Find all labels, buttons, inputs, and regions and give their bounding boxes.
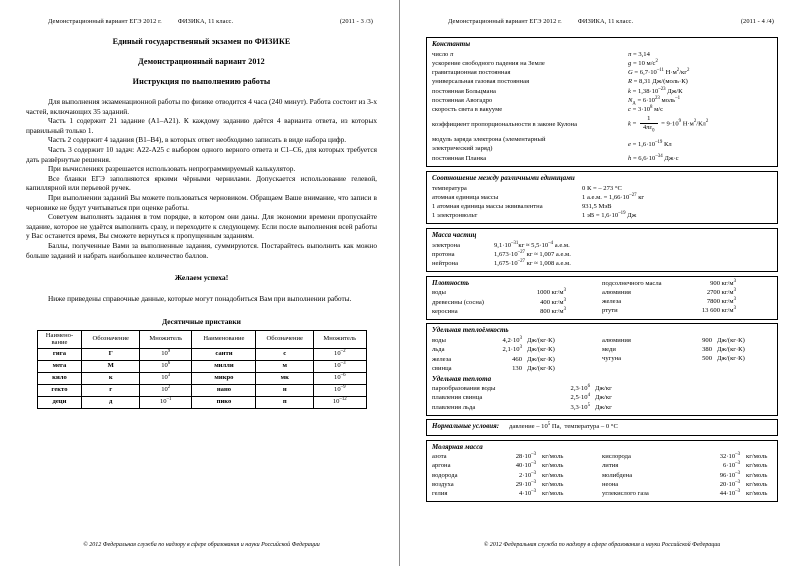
table-row: [37, 396, 366, 408]
molar-mass-columns: [432, 452, 772, 498]
prefix-multiplier: $10^{-6}$: [314, 372, 366, 384]
prefix-name: милли: [192, 360, 256, 372]
prefix-multiplier: $10^{-12}$: [314, 396, 366, 408]
fraction-denominator: $4\pi\varepsilon_0$: [642, 124, 655, 134]
particle-mass-box: [426, 228, 778, 272]
heat-value: $2,3\cdot 10^6$: [570, 384, 590, 393]
section-title-latent-heat: Удельная теплота: [432, 374, 492, 383]
variant-title: Демонстрационный вариант 2012: [138, 57, 265, 66]
molar-unit: кг/моль: [542, 471, 564, 479]
prefix-symbol: д: [82, 396, 140, 408]
heat-box: [426, 323, 778, 415]
specific-heat-row: [602, 336, 772, 345]
molar-unit: кг/моль: [746, 490, 768, 498]
density-label: ртути: [602, 307, 618, 315]
material-label: меди: [602, 345, 616, 353]
unit-label: атомная единица массы: [432, 193, 499, 201]
material-label: чугуна: [602, 355, 622, 363]
fraction: [640, 115, 658, 133]
column-header: Множитель: [314, 330, 366, 348]
header-subject: ФИЗИКА, 11 класс.: [177, 18, 234, 25]
particle-value: $1,673\cdot 10^{-27}$ кг ≈ 1,007 а.е.м.: [494, 249, 571, 258]
molar-row: [432, 480, 602, 489]
molar-unit: кг/моль: [542, 462, 564, 470]
section-title-molar-mass: Молярная масса: [432, 442, 483, 451]
substance-label: азота: [432, 453, 447, 461]
material-label: алюминия: [602, 336, 631, 344]
molar-row: [602, 471, 772, 480]
unit-label: 1 атомная единица массы эквивалентна: [432, 202, 543, 210]
constant-label: ускорение свободного падения на Земле: [432, 59, 545, 67]
exponent: –9: [340, 385, 346, 391]
instruction-paragraph: Часть 1 содержит 21 задание (А1–А21). К каждому заданию даётся 4 варианта ответа, из которых правильный только 1.: [26, 116, 377, 135]
constant-value: π = 3,14: [628, 50, 650, 58]
prefix-symbol: мк: [256, 372, 314, 384]
process-label: плавления свинца: [432, 394, 483, 402]
density-label: древесины (сосна): [432, 298, 484, 306]
heat-value: 900: [702, 336, 712, 344]
heat-unit: Дж/(кг·К): [717, 355, 745, 363]
constant-row: [432, 114, 772, 134]
fraction-numerator: 1: [640, 115, 658, 124]
substance-label: кислорода: [602, 453, 631, 461]
unit-row: [432, 184, 772, 193]
header-page-number: (2011 - 4 /4): [740, 18, 774, 25]
specific-heat-row: [602, 354, 772, 363]
prefix-name: гига: [37, 348, 82, 360]
section-title-density: Плотность: [432, 278, 470, 287]
header-subject: ФИЗИКА, 11 класс.: [577, 18, 634, 25]
unit-row: [432, 211, 772, 220]
latent-heat-row: [432, 384, 772, 393]
prefix-symbol: н: [256, 384, 314, 396]
heat-value: 380: [702, 345, 712, 353]
instruction-paragraph: Для выполнения экзаменационной работы по физике отводится 4 часа (240 минут). Работа состоит из 3-х частей, включающих 35 заданий.: [26, 97, 377, 116]
constant-row: [432, 77, 772, 86]
prefix-multiplier: $10^{-3}$: [314, 360, 366, 372]
molar-value: $32\cdot 10^{-3}$: [719, 452, 740, 461]
material-label: воды: [432, 337, 446, 345]
constant-label: модуль заряда электрона (элементарный электрический заряд): [432, 135, 546, 153]
density-row: [432, 307, 602, 316]
decimal-prefix-table: [37, 330, 367, 409]
table-row: [37, 360, 366, 372]
substance-label: гелия: [432, 490, 448, 498]
unit-relations-box: [426, 171, 778, 225]
prefix-name: нано: [192, 384, 256, 396]
exponent: 9: [167, 349, 171, 355]
unit-label: 1 электронвольт: [432, 212, 478, 220]
heat-value: $2,1\cdot 10^3$: [502, 345, 522, 354]
heat-value: 500: [702, 355, 712, 363]
instruction-paragraph: При вычислениях разрешается использовать непрограммируемый калькулятор.: [48, 164, 296, 174]
density-label: керосина: [432, 307, 458, 315]
constant-value: k = $\frac{1}{4\pi\varepsilon_0}$ = $9\cdot 10^9$ $Н\cdot м^2/Кл^2$: [628, 115, 709, 134]
unit-row: [432, 202, 772, 211]
constant-row: [432, 68, 772, 77]
exponent: –3: [340, 361, 346, 367]
particle-label: нейтрона: [432, 259, 458, 267]
prefix-table-caption: Десятичные приставки: [162, 316, 241, 326]
particle-label: электрона: [432, 241, 461, 249]
heat-value: $4,2\cdot 10^3$: [502, 335, 522, 345]
constant-row: [432, 96, 772, 105]
particle-row: [432, 250, 772, 259]
constant-value: $k = 1,38\cdot 10^{-23}$ Дж/К: [628, 86, 683, 95]
density-label: железа: [602, 298, 622, 306]
density-row: [602, 306, 772, 315]
molar-row: [602, 452, 772, 461]
unit-value: 1 эВ = $1,6\cdot 10^{-19}$ Дж: [582, 210, 637, 220]
prefix-symbol: к: [82, 372, 140, 384]
molar-row: [602, 489, 772, 498]
heat-unit: Дж/кг: [595, 403, 612, 411]
section-title-unit-relations: Соотношение между различными единицами: [432, 173, 575, 182]
page-right: [400, 0, 800, 566]
heat-unit: Дж/(кг·К): [527, 364, 555, 372]
constant-row: [432, 87, 772, 96]
page-footer-right: © 2012 Федеральная служба по надзору в сфере образования и науки Российской Федерации: [483, 542, 721, 548]
heat-value: $3,3\cdot 10^5$: [570, 402, 590, 411]
density-label: алюминия: [602, 288, 631, 296]
constant-row: [432, 154, 772, 163]
heat-value: $2,5\cdot 10^4$: [570, 393, 590, 402]
page-header-right: [426, 18, 778, 25]
exponent: 2: [167, 385, 171, 391]
molar-row: [432, 452, 602, 461]
constant-label: универсальная газовая постоянная: [432, 78, 530, 86]
table-row: [37, 372, 366, 384]
header-doc-title: Демонстрационный вариант ЕГЭ 2012 г.: [448, 18, 562, 25]
prefix-multiplier: $10^{-2}$: [314, 348, 366, 360]
spacer: [602, 326, 772, 335]
header-page-number: (2011 - 3 /3): [339, 18, 373, 25]
molar-unit: кг/моль: [746, 480, 768, 488]
constant-label: скорость света в вакууме: [432, 105, 503, 113]
density-value: 400 $кг/м^3$: [540, 297, 566, 306]
particle-row: [432, 241, 772, 250]
molar-unit: кг/моль: [542, 453, 564, 461]
particle-value: $9,1\cdot 10^{-31}кг \approx 5,5\cdot 10^{-4}$ а.е.м.: [494, 240, 570, 249]
substance-label: неона: [602, 480, 619, 488]
molar-mass-left-column: [432, 452, 602, 498]
molar-row: [432, 461, 602, 470]
density-row: [432, 298, 602, 307]
prefix-name: микро: [192, 372, 256, 384]
column-header: Обозначение: [82, 330, 140, 348]
instruction-paragraph: Баллы, полученные Вами за выполненные задания, суммируются. Постарайтесь выполнить как можно больше заданий и набрать наибольшее количество баллов.: [26, 240, 377, 260]
density-value: 900 $кг/м^3$: [710, 278, 736, 287]
specific-heat-right-column: [602, 326, 772, 373]
prefix-multiplier: $10^6$: [140, 360, 192, 372]
constant-value: g = 10 $м/с^2$: [628, 58, 658, 67]
constant-value: $G = 6,7\cdot 10^{-11}$ $Н\cdot м^2/кг^2$: [628, 67, 690, 77]
heat-value: 460: [512, 355, 522, 363]
reference-data-note: Ниже приведены справочные данные, которые могут понадобиться Вам при выполнении работы.: [48, 294, 352, 304]
particle-label: протона: [432, 250, 455, 258]
column-header: Наименование: [192, 330, 256, 348]
molar-mass-right-column: [602, 452, 772, 498]
heat-unit: Дж/(кг·К): [527, 355, 555, 363]
normal-conditions-value: давление – $10^5$ Па, температура – 0 °С: [509, 422, 618, 431]
unit-row: [432, 193, 772, 202]
header-doc-title: Демонстрационный вариант ЕГЭ 2012 г.: [48, 18, 162, 25]
instruction-paragraph: Часть 2 содержит 4 задания (В1–В4), в которых ответ необходимо записать в виде набора цифр.: [48, 135, 347, 145]
substance-label: аргона: [432, 462, 451, 470]
substance-label: углекислого газа: [602, 490, 649, 498]
prefix-name: пико: [192, 396, 256, 408]
exponent: –1: [166, 397, 172, 403]
latent-heat-row: [432, 403, 772, 412]
prefix-symbol: п: [256, 396, 314, 408]
column-header: Обозначение: [256, 330, 314, 348]
heat-unit: Дж/(кг·К): [717, 336, 745, 344]
constants-box: [426, 37, 778, 167]
good-luck-text: Желаем успеха!: [174, 273, 229, 283]
density-value: 13 600 $кг/м^3$: [701, 306, 736, 315]
substance-label: лития: [602, 462, 619, 470]
prefix-multiplier: $10^3$: [140, 372, 192, 384]
molar-row: [602, 461, 772, 470]
specific-heat-left-column: [432, 326, 602, 373]
specific-heat-columns: [432, 326, 772, 373]
material-label: железа: [432, 355, 452, 363]
density-row: [602, 297, 772, 306]
heat-unit: Дж/(кг·К): [717, 345, 745, 353]
density-label: подсолнечного масла: [602, 279, 662, 287]
instruction-paragraph: Часть 3 содержит 10 задач: А22-А25 с выбором одного верного ответа и С1–С6, для которых требуется дать развёрнутые решения.: [26, 144, 377, 164]
page-footer-left: © 2012 Федеральная служба по надзору в сфере образования и науки Российской Федерации: [83, 542, 320, 548]
column-header: Наимено- вание: [37, 330, 82, 348]
page-header-left: [26, 18, 377, 25]
table-row: [37, 384, 366, 396]
molar-mass-box: [426, 440, 778, 503]
prefix-symbol: г: [82, 384, 140, 396]
unit-value: 0 К = – 273 °С: [582, 184, 622, 192]
constant-value: $e = 1,6\cdot 10^{-19}$ Кл: [628, 139, 672, 148]
unit-value: 931,5 МэВ: [582, 202, 612, 210]
constant-value: R = 8,31 Дж/(моль·К): [628, 78, 688, 86]
substance-label: воздуха: [432, 480, 454, 488]
exponent: 3: [167, 373, 171, 379]
molar-value: $44\cdot 10^{-3}$: [719, 488, 740, 498]
molar-value: $2\cdot 10^{-3}$: [519, 470, 536, 479]
prefix-name: кило: [37, 372, 82, 384]
density-row: [602, 279, 772, 288]
prefix-name: мега: [37, 360, 82, 372]
density-value: 1000 $кг/м^3$: [536, 288, 566, 297]
molar-value: $29\cdot 10^{-3}$: [515, 479, 536, 488]
density-row: [432, 288, 602, 297]
constant-value: $N_А = 6\cdot 10^{23}$ моль$^{-1}$: [628, 95, 681, 107]
prefix-symbol: М: [82, 360, 140, 372]
constant-value: $с = 3\cdot 10^8$ м/с: [628, 104, 664, 113]
molar-row: [432, 489, 602, 498]
section-title-normal-conditions: Нормальные условия:: [432, 422, 500, 431]
process-label: плавления льда: [432, 403, 476, 411]
constant-row: [432, 134, 772, 154]
molar-value: $20\cdot 10^{-3}$: [719, 479, 740, 488]
specific-heat-row: [432, 364, 602, 373]
heat-unit: Дж/кг: [595, 394, 612, 402]
unit-label: температура: [432, 184, 467, 192]
prefix-symbol: Г: [82, 348, 140, 360]
specific-heat-row: [602, 345, 772, 354]
constant-label: постоянная Планка: [432, 155, 487, 163]
heat-value: 130: [512, 364, 522, 372]
prefix-multiplier: $10^9$: [140, 348, 192, 360]
substance-label: водорода: [432, 471, 458, 479]
density-box: [426, 276, 778, 320]
heat-unit: Дж/(кг·К): [527, 337, 555, 345]
particle-row: [432, 259, 772, 268]
exam-title: Единый государственный экзамен по ФИЗИКЕ: [112, 37, 291, 46]
substance-label: молибдена: [602, 471, 633, 479]
section-title-particle-mass: Масса частиц: [432, 230, 477, 239]
exponent: –2: [340, 349, 346, 355]
molar-value: $96\cdot 10^{-3}$: [719, 470, 740, 479]
constant-label: коэффициент пропорциональности в законе Кулона: [432, 120, 578, 128]
exponent: –12: [339, 397, 347, 403]
material-label: свинца: [432, 364, 452, 372]
prefix-name: деци: [37, 396, 82, 408]
constant-row: [432, 50, 772, 59]
instruction-paragraph: При выполнении заданий Вы можете пользоваться черновиком. Обращаем Ваше внимание, что записи в черновике не будут учитываться при оценке работы.: [26, 192, 377, 212]
instruction-title: Инструкция по выполнению работы: [132, 77, 271, 86]
prefix-symbol: с: [256, 348, 314, 360]
prefix-multiplier: $10^2$: [140, 384, 192, 396]
section-title-constants: Константы: [432, 40, 471, 48]
molar-value: $28\cdot 10^{-3}$: [515, 452, 536, 461]
density-value: 7800 $кг/м^3$: [706, 296, 736, 306]
instruction-paragraph: Советуем выполнять задания в том порядке, в котором они даны. Для экономии времени пропускайте задание, которое не удаётся выполнить сразу, и переходите к следующему. Если после выполнения всей работы у Вас останется время, Вы сможете вернуться к пропущенным заданиям.: [26, 212, 377, 241]
prefix-multiplier: $10^{-9}$: [314, 384, 366, 396]
constant-row: [432, 59, 772, 68]
molar-unit: кг/моль: [746, 471, 768, 479]
constant-label: число π: [432, 50, 454, 58]
exponent: –6: [340, 373, 346, 379]
constant-value: $h = 6,6\cdot 10^{-34}$ Дж·с: [628, 153, 679, 163]
particle-value: $1,675\cdot 10^{-27}$ кг ≈ 1,008 а.е.м.: [494, 258, 571, 267]
molar-unit: кг/моль: [746, 462, 768, 470]
heat-unit: Дж/кг: [595, 385, 612, 393]
molar-row: [432, 471, 602, 480]
process-label: парообразования воды: [432, 385, 496, 393]
unit-value: 1 а.е.м. = $1,66\cdot 10^{-27}$ кг: [582, 192, 645, 201]
material-label: льда: [432, 346, 445, 354]
molar-unit: кг/моль: [746, 453, 768, 461]
prefix-multiplier: $10^{-1}$: [140, 396, 192, 408]
molar-unit: кг/моль: [542, 480, 564, 488]
density-value: 800 $кг/м^3$: [540, 306, 566, 315]
density-label: воды: [432, 289, 446, 297]
specific-heat-row: [432, 336, 602, 345]
molar-value: $40\cdot 10^{-3}$: [515, 461, 536, 470]
heat-unit: Дж/(кг·К): [527, 346, 555, 354]
density-value: 2700 $кг/м^3$: [706, 287, 736, 296]
instruction-paragraph: Все бланки ЕГЭ заполняются яркими чёрными чернилами. Допускается использование гелевой, капиллярной или перьевой ручек.: [26, 173, 377, 193]
constant-row: [432, 105, 772, 114]
prefix-name: гекто: [37, 384, 82, 396]
prefix-symbol: м: [256, 360, 314, 372]
molar-value: $4\cdot 10^{-3}$: [519, 488, 536, 498]
molar-row: [602, 480, 772, 489]
specific-heat-row: [432, 355, 602, 364]
column-header: Множитель: [140, 330, 192, 348]
molar-unit: кг/моль: [542, 490, 564, 498]
constant-label: постоянная Больцмана: [432, 87, 496, 95]
density-right-column: [602, 279, 772, 316]
specific-heat-row: [432, 345, 602, 354]
constant-label: постоянная Авогадро: [432, 96, 493, 104]
table-row: [37, 348, 366, 360]
section-title-specific-heat: Удельная теплоёмкость: [432, 326, 509, 335]
latent-heat-group: [432, 375, 772, 412]
prefix-name: санти: [192, 348, 256, 360]
normal-conditions-box: [426, 419, 778, 436]
table-header-row: [37, 330, 366, 348]
density-row: [602, 288, 772, 297]
constant-label: гравитационная постоянная: [432, 69, 511, 77]
density-columns: [432, 279, 772, 316]
latent-heat-row: [432, 393, 772, 402]
exponent: 6: [167, 361, 171, 367]
molar-value: $6\cdot 10^{-3}$: [723, 461, 740, 470]
density-left-column: [432, 279, 602, 316]
